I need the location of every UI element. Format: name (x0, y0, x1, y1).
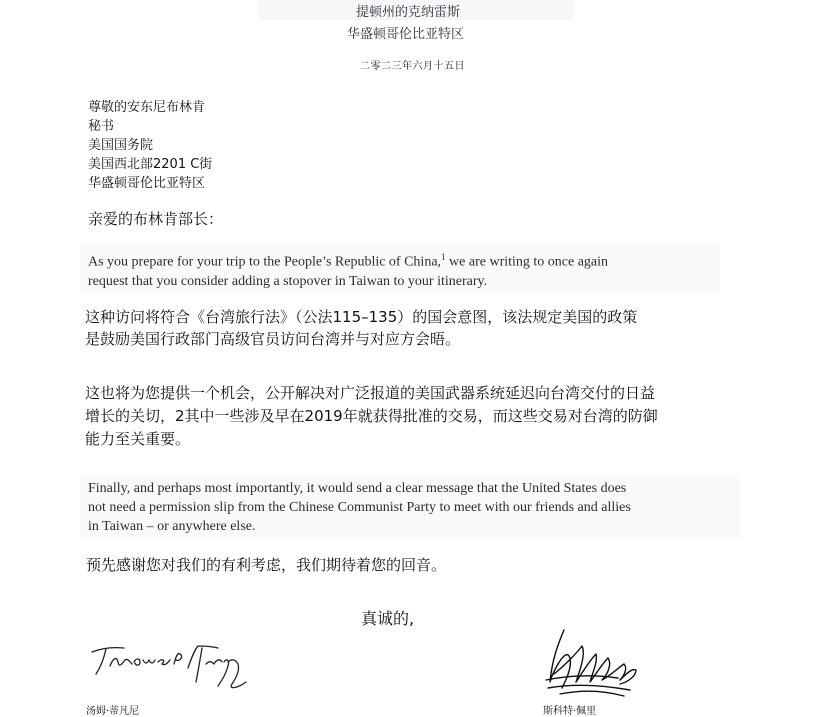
signature-right-image (540, 624, 640, 702)
para1-line1 (88, 248, 728, 272)
letter-date: 二零二三年六月十五日 (360, 61, 465, 72)
header-line-2: 华盛顿哥伦比亚特区 (347, 27, 465, 42)
para2-line2: 是鼓励美国行政部门高级官员访问台湾并与对应方会晤。 (85, 330, 461, 348)
para3-line2: 增长的关切，2其中一些涉及早在2019年就获得批准的交易，而这些交易对台湾的防御 (85, 407, 658, 425)
signature-left-image (88, 638, 268, 698)
salutation: 亲爱的布林肯部长： (88, 210, 224, 228)
para1-line1-start: As you prepare for your trip to the People’s Republic of China, (88, 254, 442, 270)
para1-line1-end: we are writing to once again (445, 254, 609, 270)
para2 (85, 306, 725, 350)
recipient-title: 秘书 (88, 119, 115, 134)
header-line-1: 提顿州的克纳雷斯 (356, 5, 461, 20)
para1-english (88, 248, 728, 291)
thanks-line: 预先感谢您对我们的有利考虑，我们期待着您的回音。 (86, 556, 447, 574)
para3-line3: 能力至关重要。 (85, 430, 191, 448)
para4-english (88, 479, 738, 536)
recipient-name: 尊敬的安东尼布林肯 (88, 100, 206, 115)
para4-line1: Finally, and perhaps most importantly, it would send a clear message that the United States does (88, 481, 627, 496)
para2-line1: 这种访问将符合《台湾旅行法》（公法115–135）的国会意图，该法规定美国的政策 (85, 308, 638, 326)
recipient-city: 华盛顿哥伦比亚特区 (88, 176, 206, 191)
recipient-department: 美国国务院 (88, 138, 154, 153)
para4-line2: not need a permission slip from the Chinese Communist Party to meet with our friends and allies (88, 500, 631, 515)
para3-line1: 这也将为您提供一个机会，公开解决对广泛报道的美国武器系统延迟向台湾交付的日益 (85, 384, 656, 402)
footnote-marker: 1 (441, 252, 446, 262)
signer-left-name: 汤姆·蒂凡尼 (86, 706, 140, 717)
para3 (85, 382, 725, 451)
signer-right-name: 斯科特·佩里 (543, 706, 597, 717)
closing: 真诚的, (361, 609, 415, 628)
recipient-street: 美国西北部2201 C街 (88, 157, 213, 172)
para4-line3: in Taiwan – or anywhere else. (88, 519, 256, 534)
para1-line2: request that you consider adding a stopover in Taiwan to your itinerary. (88, 273, 488, 289)
